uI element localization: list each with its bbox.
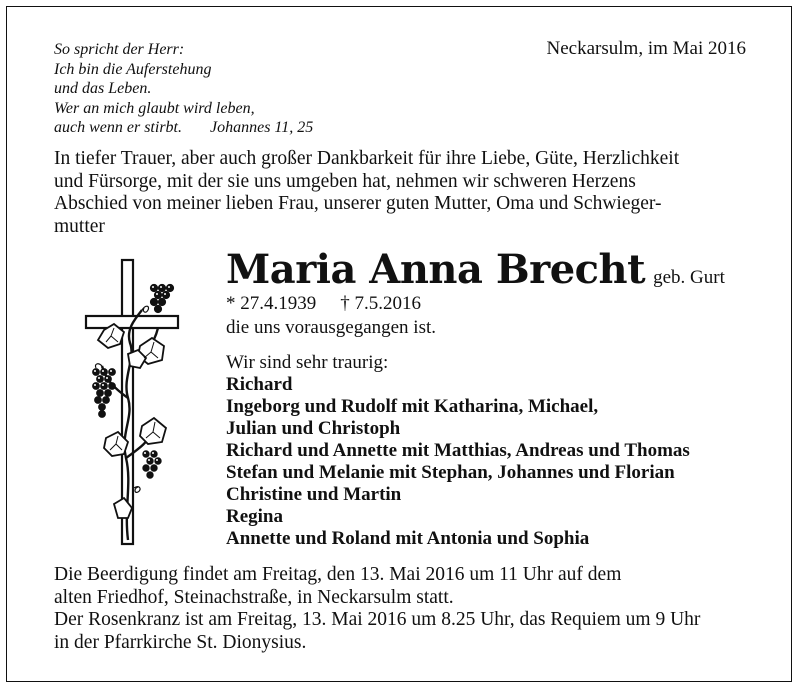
verse-line: und das Leben. <box>54 80 152 97</box>
intro-line: mutter <box>54 215 105 237</box>
intro-line: und Fürsorge, mit der sie uns umgeben hat, nehmen wir schweren Herzens <box>54 170 636 192</box>
mourner-entry: Richard und Annette mit Matthias, Andreas und Thomas <box>226 440 690 461</box>
verse-line: Ich bin die Auferstehung <box>54 60 212 78</box>
intro-text <box>54 148 754 238</box>
verse-line: So spricht der Herr: <box>54 41 185 58</box>
verse-line-last <box>54 118 384 138</box>
verse-line: auch wenn er stirbt. <box>54 119 182 136</box>
mourner-entry: Annette und Roland mit Antonia und Sophia <box>226 528 590 549</box>
mourner-entry: Richard <box>226 374 293 395</box>
deceased-name: Maria Anna Brecht <box>226 246 646 293</box>
life-dates <box>226 293 421 315</box>
funeral-line: Der Rosenkranz ist am Freitag, 13. Mai 2016 um 8.25 Uhr, das Requiem um 9 Uhr <box>54 609 701 630</box>
funeral-line: in der Pfarrkirche St. Dionysius. <box>54 631 307 653</box>
funeral-line: Die Beerdigung findet am Freitag, den 13. Mai 2016 um 11 Uhr auf dem <box>54 564 622 585</box>
funeral-line: alten Friedhof, Steinachstraße, in Neckarsulm statt. <box>54 586 454 608</box>
cross-with-grapevine-icon <box>84 258 180 548</box>
funeral-details <box>54 564 754 654</box>
mourner-entry: Julian und Christoph <box>226 418 401 439</box>
place-and-date: Neckarsulm, im Mai 2016 <box>546 38 746 59</box>
verse-reference: Johannes 11, 25 <box>210 119 314 136</box>
deceased-name-row <box>226 246 725 293</box>
preceded-note: die uns vorausgegangen ist. <box>226 317 437 338</box>
verse-line: Wer an mich glaubt wird leben, <box>54 99 255 117</box>
mourner-entry: Christine und Martin <box>226 484 402 505</box>
mourner-entry: Stefan und Melanie mit Stephan, Johannes und Florian <box>226 462 675 483</box>
mourner-entry: Regina <box>226 506 283 527</box>
bible-verse <box>54 40 384 138</box>
intro-line: In tiefer Trauer, aber auch großer Dankbarkeit für ihre Liebe, Güte, Herzlichkeit <box>54 148 680 169</box>
maiden-name: geb. Gurt <box>653 267 725 288</box>
birth-date: * 27.4.1939 <box>226 293 317 314</box>
mourners-heading: Wir sind sehr traurig: <box>226 352 389 373</box>
intro-line: Abschied von meiner lieben Frau, unserer guten Mutter, Oma und Schwieger- <box>54 193 662 214</box>
mourners-list <box>226 352 690 550</box>
mourner-entry: Ingeborg und Rudolf mit Katharina, Michael, <box>226 396 599 417</box>
death-date: † 7.5.2016 <box>340 293 421 314</box>
